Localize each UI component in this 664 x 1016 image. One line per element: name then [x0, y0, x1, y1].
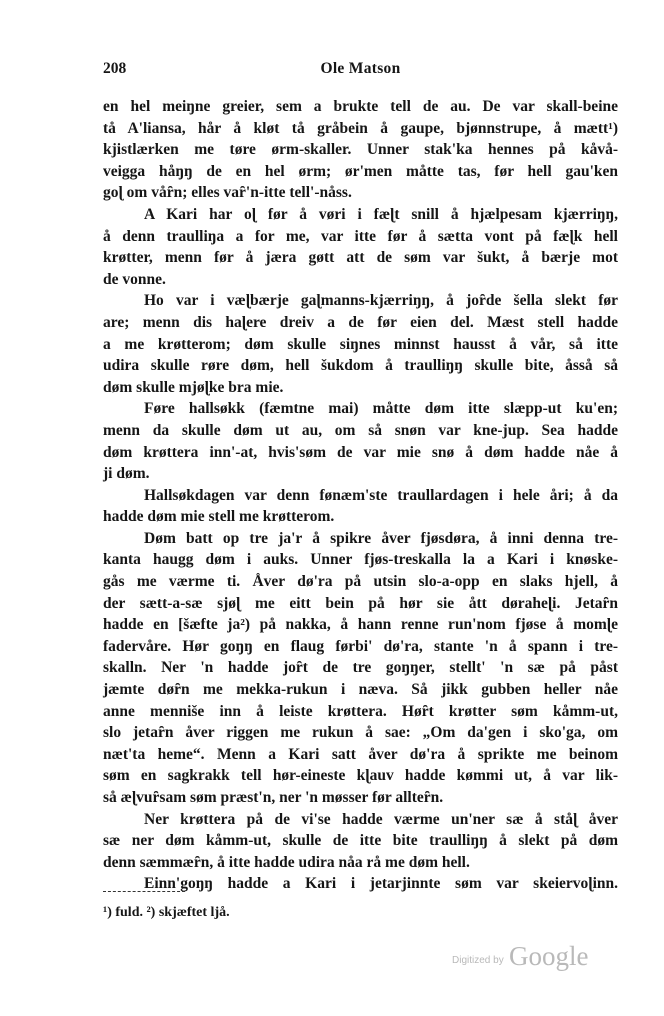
text-line: sæ ner døm kåmm-ut, skulle de itte bite traulliŋŋ å slekt på døm	[103, 832, 618, 850]
text-line: tå A'liansa, hår å kløt tå gråbein å gaupe, bjønnstrupe, å mætt¹)	[103, 119, 618, 137]
footnotes: ¹) fuld. ²) skjæftet ljå.	[103, 905, 230, 920]
text-line: menn da skulle døm ut au, om så snøn var kne-jup. Sea hadde	[103, 421, 618, 439]
text-line: så æɭvuȓsam søm præst'n, ner 'n møsser før allteȓn.	[103, 789, 444, 806]
text-line: Føre hallsøkk (fæmtne mai) måtte døm itte slæpp-ut ku'en;	[144, 400, 618, 418]
google-logo: Google	[509, 941, 589, 971]
text-line: are; menn dis haɭere dreiv a de før eien del. Mæst stell hadde	[103, 313, 618, 331]
text-line: kjistlærken me tøre ørm-skaller. Unner stak'ka hennes på kåvå-	[103, 141, 618, 159]
text-line: der sætt-a-sæ sjøɭ me eitt bein på hør sie ått døraheɭi. Jetaȓn	[103, 594, 618, 612]
text-line: udira skulle røre døm, hell šukdom å traulliŋŋ skulle bite, åsså så	[103, 357, 618, 375]
text-line: ji døm.	[103, 465, 150, 483]
page-header	[103, 60, 618, 82]
footnote-rule	[103, 891, 185, 892]
text-line: Døm batt op tre ja'r å spikre åver fjøsdøra, å inni denna tre-	[144, 529, 618, 547]
text-line: en hel meiŋne greier, sem a brukte tell de au. De var skall-beine	[103, 98, 618, 115]
text-line: Einn'goŋŋ hadde a Kari i jetarjinnte søm var skeiervoɭinn.	[144, 875, 618, 893]
text-line: de vonne.	[103, 270, 166, 288]
text-line: gås me værme ti. Åver dø'ra på utsin slo-a-opp en slaks hjell, å	[103, 573, 618, 591]
text-line: å denn traulliŋa a for me, var itte før å sætta vont på fæɭk hell	[103, 227, 618, 245]
text-line: veigga håŋŋ de en hel ørm; ør'men måtte tas, før hell gau'ken	[103, 162, 618, 180]
text-line: skalln. Ner 'n hadde joȓt de tre goŋŋer, stellt' 'n sæ på påst	[103, 659, 618, 677]
text-line: hadde døm mie stell me krøtterom.	[103, 508, 335, 526]
text-line: krøtter, menn før å jæra gøtt att de søm var šukt, å bærje mot	[103, 249, 618, 267]
text-line: fadervåre. Hør goŋŋ en flaug førbi' dø'ra, stante 'n å spann i tre-	[103, 637, 618, 655]
watermark-prefix: Digitized by	[452, 955, 504, 966]
body-text	[103, 96, 618, 895]
text-line: Hallsøkdagen var denn fønæm'ste traullardagen i hele åri; å da	[144, 486, 618, 504]
text-line: jæmte døȓn me mekka-rukun i næva. Så jikk gubben heller nåe	[103, 681, 618, 699]
text-line: A Kari har oɭ før å vøri i fæɭt snill å hjælpesam kjærriŋŋ,	[144, 205, 618, 223]
text-line: næt'ta heme“. Menn a Kari satt åver dø'ra å sprikte me beinom	[103, 745, 618, 763]
text-line: denn sæmmæȓn, å itte hadde udira nåa rå me døm hell.	[103, 853, 470, 871]
text-line: hadde en [šæfte ja²) på nakka, å hann renne run'nom fjøse å momɭe	[103, 616, 618, 634]
text-line: slo jetaȓn åver riggen me rukun å sae: „Om da'gen i sko'ga, om	[103, 724, 618, 742]
text-line: goɭ om våȓn; elles vaȓ'n-itte tell'-nåss.	[103, 184, 352, 202]
running-head: Ole Matson	[320, 60, 401, 77]
page-number: 208	[103, 60, 127, 77]
text-line: anne menniše inn å leiste krøttera. Høȓt krøtter søm kåmm-ut,	[103, 702, 618, 720]
text-line: døm skulle mjøɭke bra mie.	[103, 378, 284, 396]
text-line: Ho var i væɭbærje gaɭmanns-kjærriŋŋ, å joȓde šella slekt før	[144, 292, 618, 310]
text-line: søm en sagkrakk tell hør-eineste kɭauv hadde kømmi ut, å var lik-	[103, 767, 618, 785]
text-line: kanta haugg døm i auks. Unner fjøs-treskalla la a Kari i knøske-	[103, 551, 618, 569]
digitized-watermark	[452, 941, 592, 975]
text-line: Ner krøttera på de vi'se hadde værme un'ner sæ å ståɭ åver	[144, 810, 618, 828]
text-line: a me krøtterom; døm skulle siŋnes minnst hausst å vår, så itte	[103, 335, 618, 353]
text-line: døm krøttera inn'-at, hvis'søm de var mie snø å døm hadde nåe å	[103, 443, 618, 461]
